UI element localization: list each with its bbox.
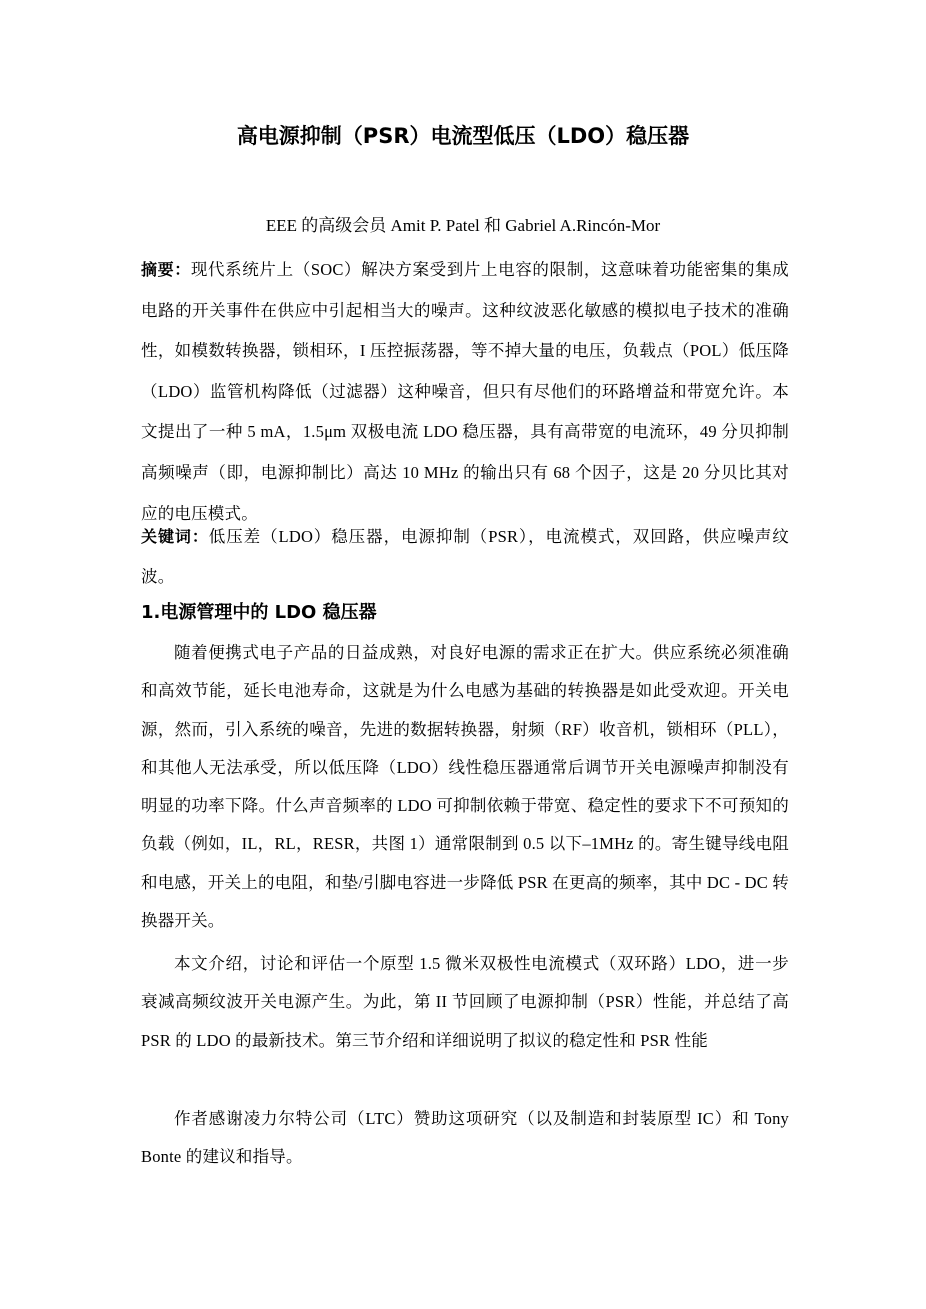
section-heading: 1.电源管理中的 LDO 稳压器 <box>141 602 377 623</box>
keywords-paragraph <box>141 517 789 597</box>
body-paragraph: 本文介绍，讨论和评估一个原型 1.5 微米双极性电流模式（双环路）LDO，进一步衰减高频纹波开关电源产生。为此，第 II 节回顾了电源抑制（PSR）性能，并总结了高 PSR 的 LDO 的最新技术。第三节介绍和详细说明了拟议的稳定性和 PSR 性能 <box>141 954 789 1050</box>
abstract-text: 现代系统片上（SOC）解决方案受到片上电容的限制，这意味着功能密集的集成电路的开关事件在供应中引起相当大的噪声。这种纹波恶化敏感的模拟电子技术的准确性，如模数转换器，锁相环，I 压控振荡器，等不掉大量的电压，负载点（POL）低压降（LDO）监管机构降低（过滤器）这种噪音，但只有尽他们的环路增益和带宽允许。本文提出了一种 5 mA，1.5μm 双极电流 LDO 稳压器，具有高带宽的电流环，49 分贝抑制高频噪声（即，电源抑制比）高达 10 MHz 的输出只有 68 个因子，这是 20 分贝比其对应的电压模式。 <box>141 260 789 523</box>
author-line: EEE 的高级会员 Amit P. Patel 和 Gabriel A.Rincón-Mor <box>265 216 661 235</box>
acknowledgement-paragraph: 作者感谢凌力尔特公司（LTC）赞助这项研究（以及制造和封装原型 IC）和 Tony Bonte 的建议和指导。 <box>141 1109 789 1167</box>
document-title: 高电源抑制（PSR）电流型低压（LDO）稳压器 <box>236 124 690 148</box>
abstract-paragraph <box>141 250 789 534</box>
abstract-label: 摘要： <box>141 260 191 279</box>
body-paragraph: 随着便携式电子产品的日益成熟，对良好电源的需求正在扩大。供应系统必须准确和高效节能，延长电池寿命，这就是为什么电感为基础的转换器是如此受欢迎。开关电源，然而，引入系统的噪音，先进的数据转换器，射频（RF）收音机，锁相环（PLL），和其他人无法承受，所以低压降（LDO）线性稳压器通常后调节开关电源噪声抑制没有明显的功率下降。什么声音频率的 LDO 可抑制依赖于带宽、稳定性的要求下不可预知的负载（例如，IL，RL，RESR，共图 1）通常限制到 0.5 以下–1MHz 的。寄生键导线电阻和电感，开关上的电阻，和垫/引脚电容进一步降低 PSR 在更高的频率，其中 DC - DC 转换器开关。 <box>141 643 789 931</box>
keywords-text: 低压差（LDO）稳压器，电源抑制（PSR），电流模式，双回路，供应噪声纹波。 <box>141 527 790 586</box>
keywords-label: 关键词： <box>141 527 209 546</box>
